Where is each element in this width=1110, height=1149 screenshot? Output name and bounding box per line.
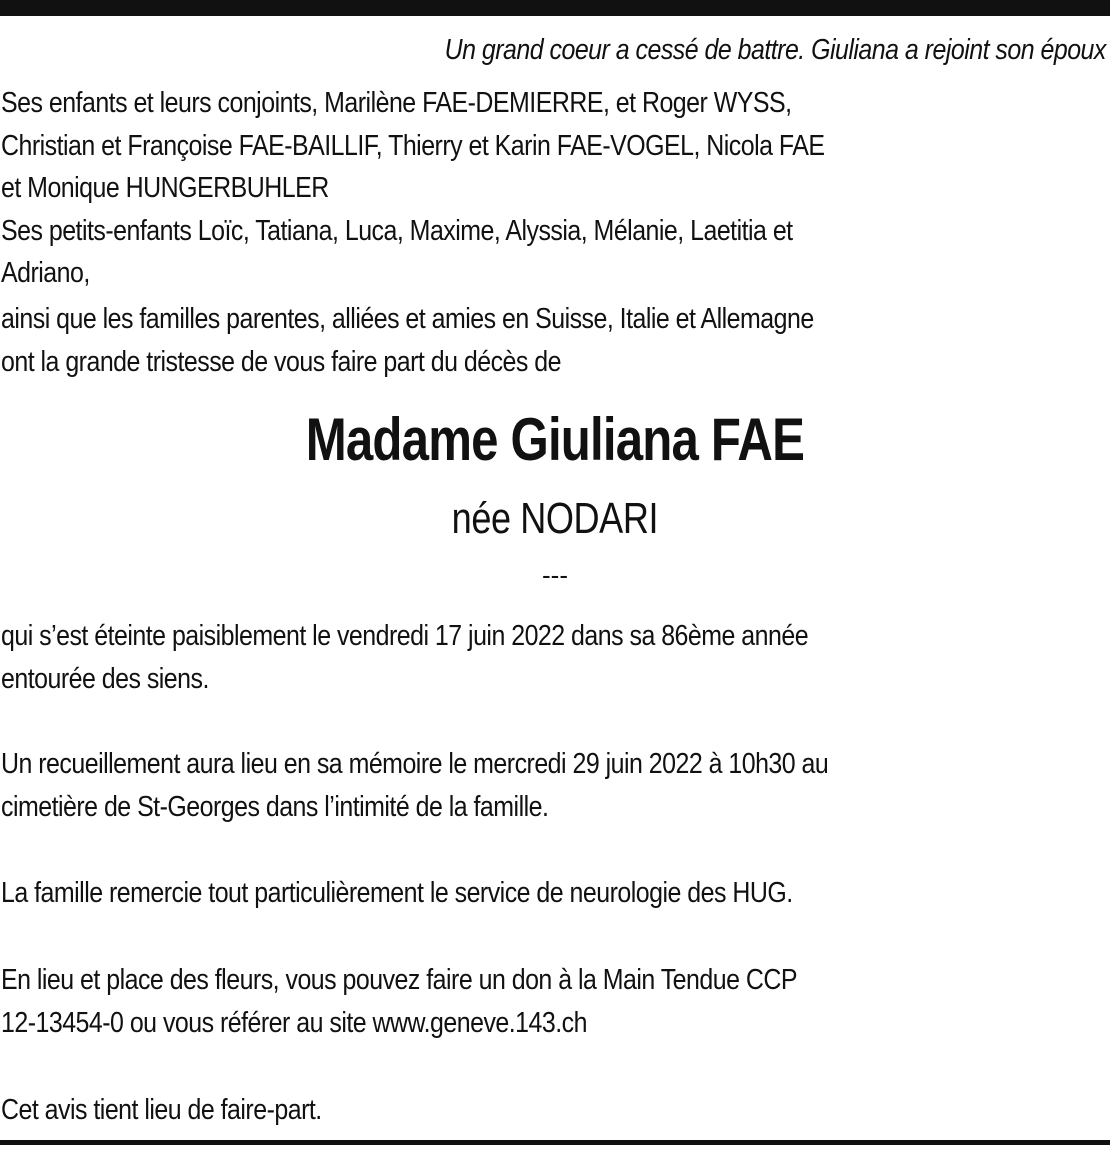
- family-line-5: Adriano,: [1, 257, 90, 289]
- family-line-1: Ses enfants et leurs conjoints, Marilène FAE-DEMIERRE, et Roger WYSS,: [1, 87, 792, 119]
- ceremony-line-1: Un recueillement aura lieu en sa mémoire le mercredi 29 juin 2022 à 10h30 au: [1, 748, 829, 780]
- family-line-2: Christian et Françoise FAE-BAILLIF, Thierry et Karin FAE-VOGEL, Nicola FAE: [1, 130, 825, 162]
- death-line-2: entourée des siens.: [1, 663, 209, 695]
- bottom-rule: [0, 1140, 1110, 1145]
- donation-line-2: 12-13454-0 ou vous référer au site www.geneve.143.ch: [1, 1007, 587, 1039]
- death-line-1: qui s’est éteinte paisiblement le vendredi 17 juin 2022 dans sa 86ème année: [1, 620, 809, 652]
- deceased-name: Madame Giuliana FAE: [305, 406, 805, 473]
- separator: ---: [542, 560, 568, 590]
- donation-line-1: En lieu et place des fleurs, vous pouvez faire un don à la Main Tendue CCP: [1, 964, 797, 996]
- thanks-line: La famille remercie tout particulièrement le service de neurologie des HUG.: [1, 877, 793, 909]
- family-line-4: Ses petits-enfants Loïc, Tatiana, Luca, Maxime, Alyssia, Mélanie, Laetitia et: [1, 215, 793, 247]
- closing-line: Cet avis tient lieu de faire-part.: [1, 1094, 322, 1126]
- family-line-6: ainsi que les familles parentes, alliées et amies en Suisse, Italie et Allemagne: [1, 303, 814, 335]
- top-rule: [0, 0, 1110, 16]
- tagline: Un grand coeur a cessé de battre. Giuliana a rejoint son époux: [444, 34, 1106, 66]
- family-line-3: et Monique HUNGERBUHLER: [1, 172, 329, 204]
- family-line-7: ont la grande tristesse de vous faire part du décès de: [1, 346, 561, 378]
- ceremony-line-2: cimetière de St-Georges dans l’intimité de la famille.: [1, 791, 549, 823]
- maiden-name: née NODARI: [451, 494, 659, 543]
